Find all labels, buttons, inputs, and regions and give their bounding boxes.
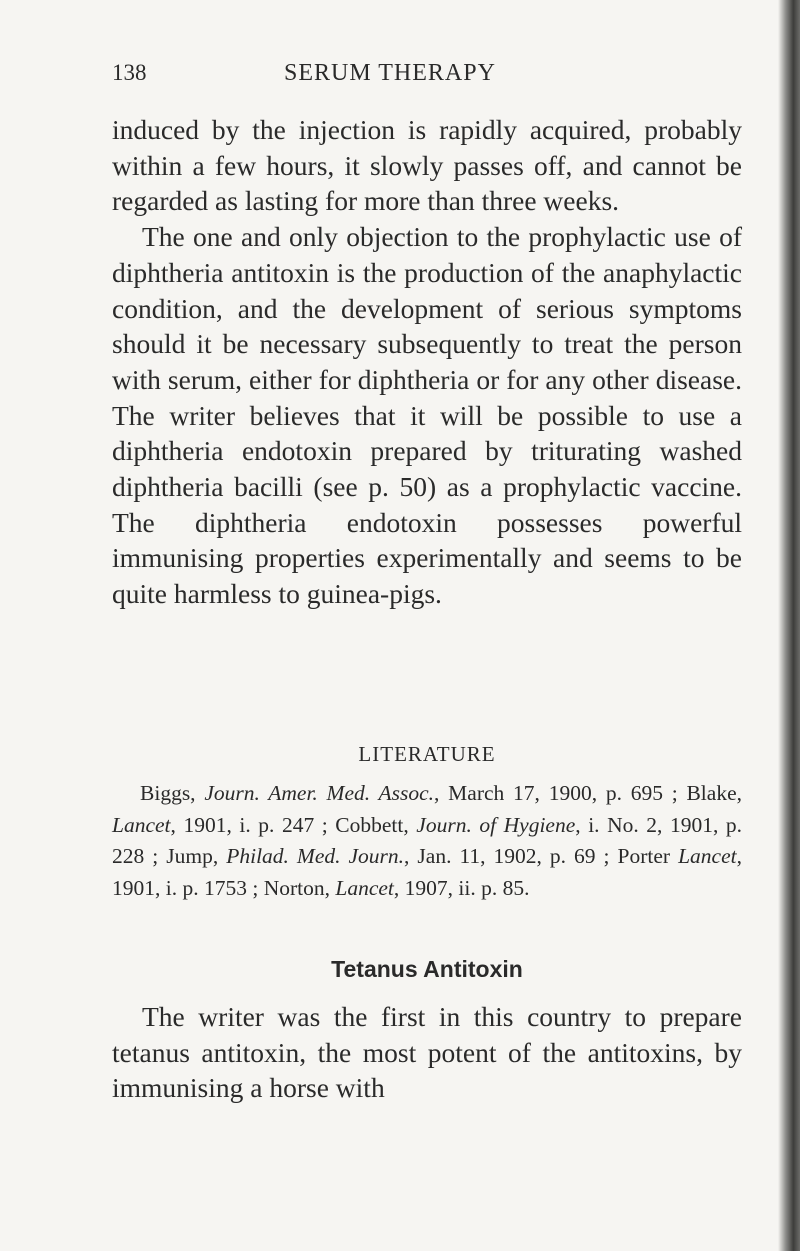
reference-author: Blake, xyxy=(686,781,742,805)
reference-author: Cobbett, xyxy=(335,812,417,837)
reference-author: Porter xyxy=(617,844,679,868)
running-head: SERUM THERAPY xyxy=(284,60,496,86)
paragraph: The one and only objection to the prophylactic use of diphtheria antitoxin is the production of the anaphylactic condition, and the development of serious symptoms should it be necessary subsequently to treat the person with serum, either for diphtheria or for any other disease. The writer believes that it will be possible to use a diphtheria endotoxin prepared by triturating washed diphtheria bacilli (see p. 50) as a prophylactic vaccine. The diphtheria endotoxin possesses powerful immunising properties experimentally and seems to be quite harmless to guinea-pigs. xyxy=(112,221,742,610)
reference xyxy=(166,844,617,868)
paragraph: The writer was the first in this country to prepare tetanus antitoxin, the most potent of the antitoxins, by immunising a horse with xyxy=(112,1001,742,1104)
section-text xyxy=(112,999,742,1106)
page-edge-shadow xyxy=(778,0,800,1251)
reference-journal: Philad. Med. Journ. xyxy=(226,844,405,868)
reference-author: Biggs, xyxy=(140,781,205,805)
page-number: 138 xyxy=(112,60,147,85)
reference-author: Norton, xyxy=(263,875,336,900)
page-header xyxy=(112,60,742,96)
reference-journal: Lancet xyxy=(678,844,737,868)
reference-detail: , Jan. 11, 1902, p. 69 ; xyxy=(404,844,618,868)
reference-journal: Lancet xyxy=(335,875,394,900)
reference-journal: Journ. Amer. Med. Assoc. xyxy=(204,781,435,805)
paragraph: induced by the injection is rapidly acquired, probably within a few hours, it slowly passes off, and cannot be regarded as lasting for more than three weeks. xyxy=(112,114,742,217)
reference-detail: , i. No. 2, 1901, p. 228 ; xyxy=(112,812,742,868)
literature-references xyxy=(112,778,742,904)
reference-author: Jump, xyxy=(166,844,227,868)
reference-detail: , 1907, ii. p. 85. xyxy=(393,875,530,900)
reference-detail: , 1901, i. p. 247 ; xyxy=(170,812,336,837)
reference xyxy=(140,781,686,805)
reference-detail: , 1901, i. p. 1753 ; xyxy=(112,844,742,900)
body-text xyxy=(112,112,742,612)
reference-detail: , March 17, 1900, p. 695 ; xyxy=(434,781,687,805)
reference-journal: Journ. of Hygiene xyxy=(416,812,576,837)
reference-list xyxy=(112,778,742,904)
reference-journal: Lancet xyxy=(112,812,171,837)
reference xyxy=(264,876,530,900)
literature-heading: LITERATURE xyxy=(358,742,496,766)
section-heading: Tetanus Antitoxin xyxy=(331,956,523,982)
